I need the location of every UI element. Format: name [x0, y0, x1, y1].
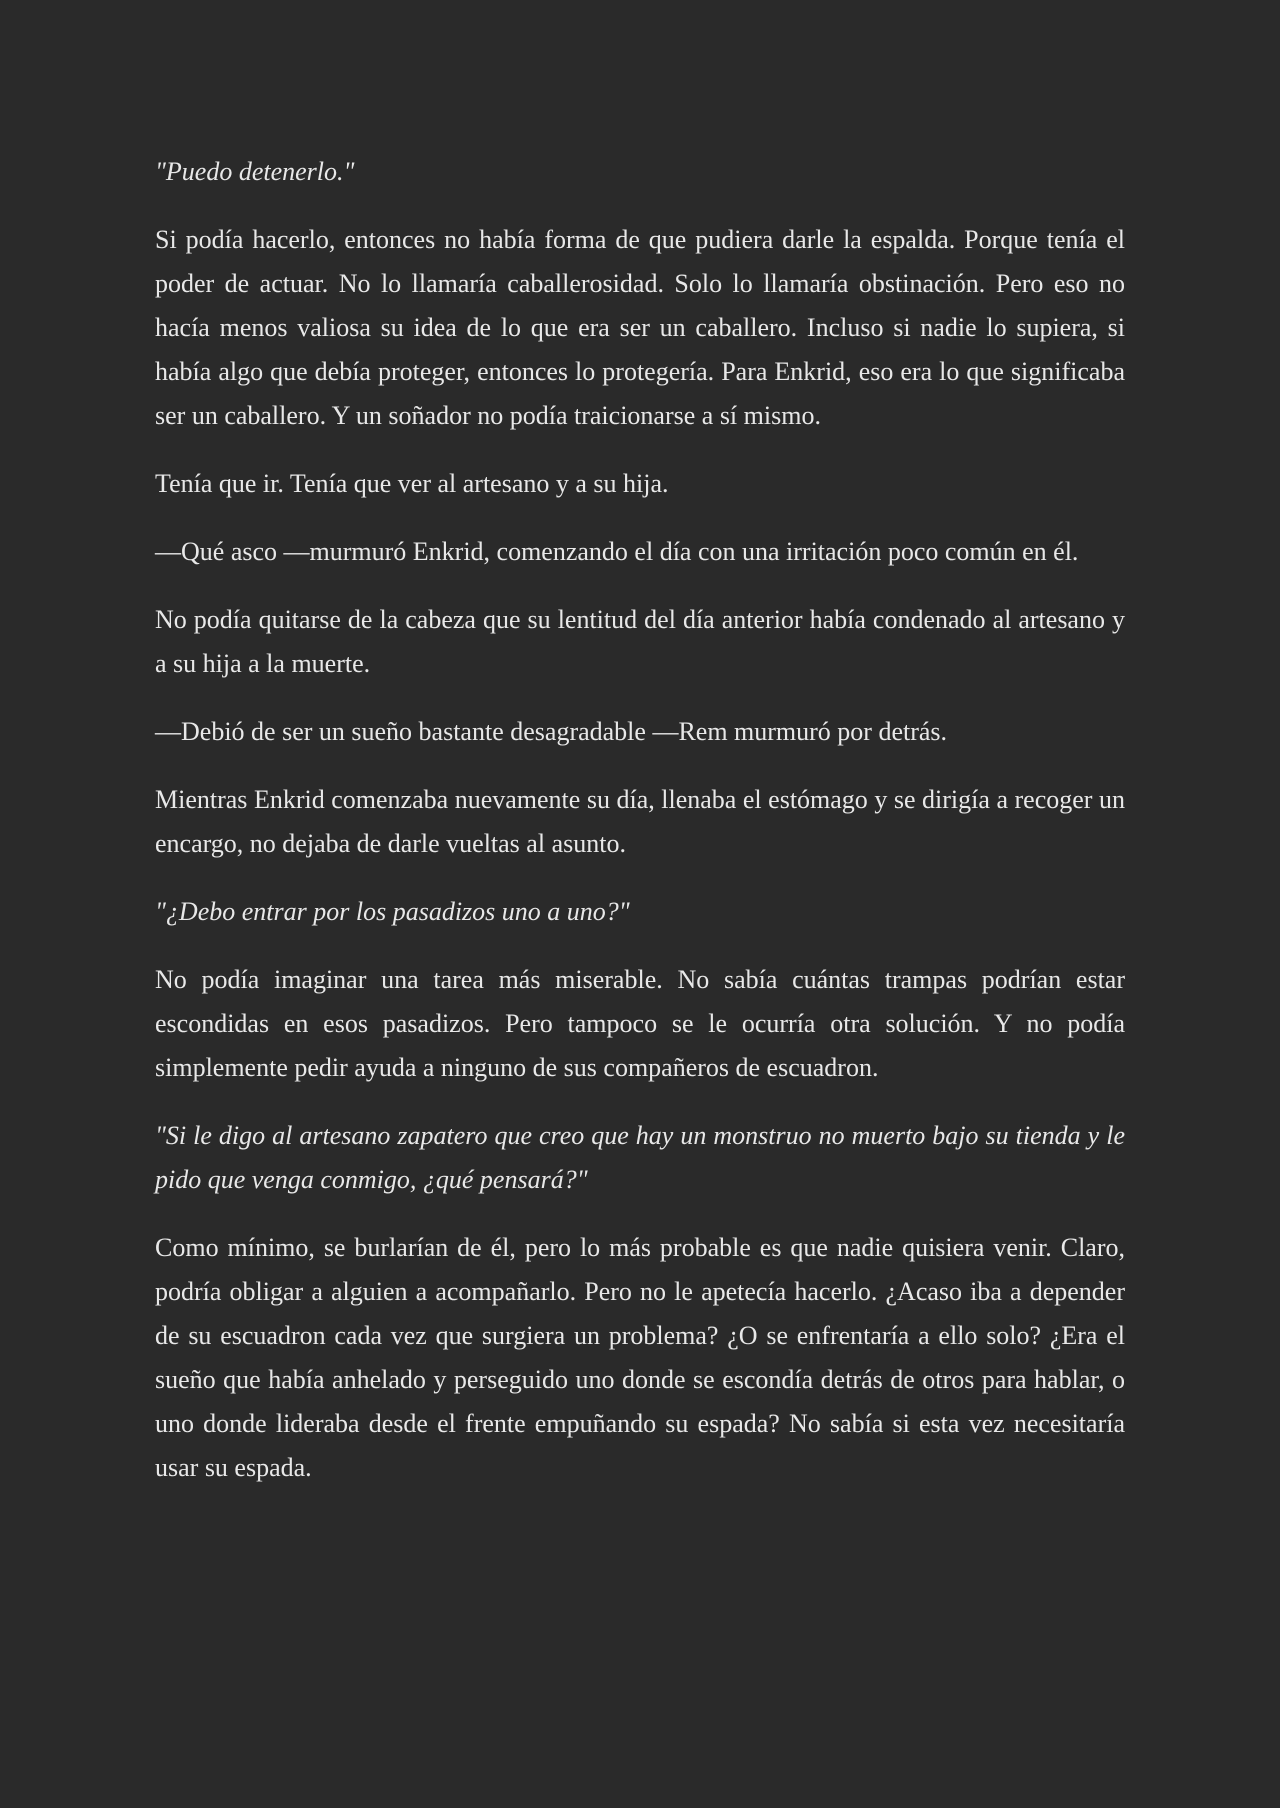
paragraph: Como mínimo, se burlarían de él, pero lo más probable es que nadie quisiera venir. Claro, podría obligar a alguien a acompañarlo. Pero no le apetecía hacerlo. ¿Acaso iba a depender de su escuadron cada vez que surgiera un problema? ¿O se enfrentaría a ello solo? ¿Era el sueño que había anhelado y perseguido uno donde se escondía detrás de otros para hablar, o uno donde lideraba desde el frente empuñando su espada? No sabía si esta vez necesitaría usar su espada.: [155, 1233, 1125, 1482]
paragraph-thought: "Si le digo al artesano zapatero que creo que hay un monstruo no muerto bajo su tienda y le pido que venga conmigo, ¿qué pensará?": [155, 1121, 1125, 1194]
paragraph-dialogue: —Qué asco —murmuró Enkrid, comenzando el día con una irritación poco común en él.: [155, 537, 1079, 566]
paragraph: No podía imaginar una tarea más miserable. No sabía cuántas trampas podrían estar escondidas en esos pasadizos. Pero tampoco se le ocurría otra solución. Y no podía simplemente pedir ayuda a ninguno de sus compañeros de escuadron.: [155, 965, 1125, 1082]
paragraph: Mientras Enkrid comenzaba nuevamente su día, llenaba el estómago y se dirigía a recoger un encargo, no dejaba de darle vueltas al asunto.: [155, 785, 1125, 858]
paragraph-thought: "¿Debo entrar por los pasadizos uno a uno?": [155, 897, 630, 926]
paragraph: Tenía que ir. Tenía que ver al artesano y a su hija.: [155, 469, 669, 498]
paragraph-dialogue: —Debió de ser un sueño bastante desagradable —Rem murmuró por detrás.: [155, 717, 948, 746]
paragraph: Si podía hacerlo, entonces no había forma de que pudiera darle la espalda. Porque tenía el poder de actuar. No lo llamaría caballerosidad. Solo lo llamaría obstinación. Pero eso no hacía menos valiosa su idea de lo que era ser un caballero. Incluso si nadie lo supiera, si había algo que debía proteger, entonces lo protegería. Para Enkrid, eso era lo que significaba ser un caballero. Y un soñador no podía traicionarse a sí mismo.: [155, 225, 1125, 430]
paragraph-thought: "Puedo detenerlo.": [155, 157, 355, 186]
paragraph: No podía quitarse de la cabeza que su lentitud del día anterior había condenado al artesano y a su hija a la muerte.: [155, 605, 1125, 678]
